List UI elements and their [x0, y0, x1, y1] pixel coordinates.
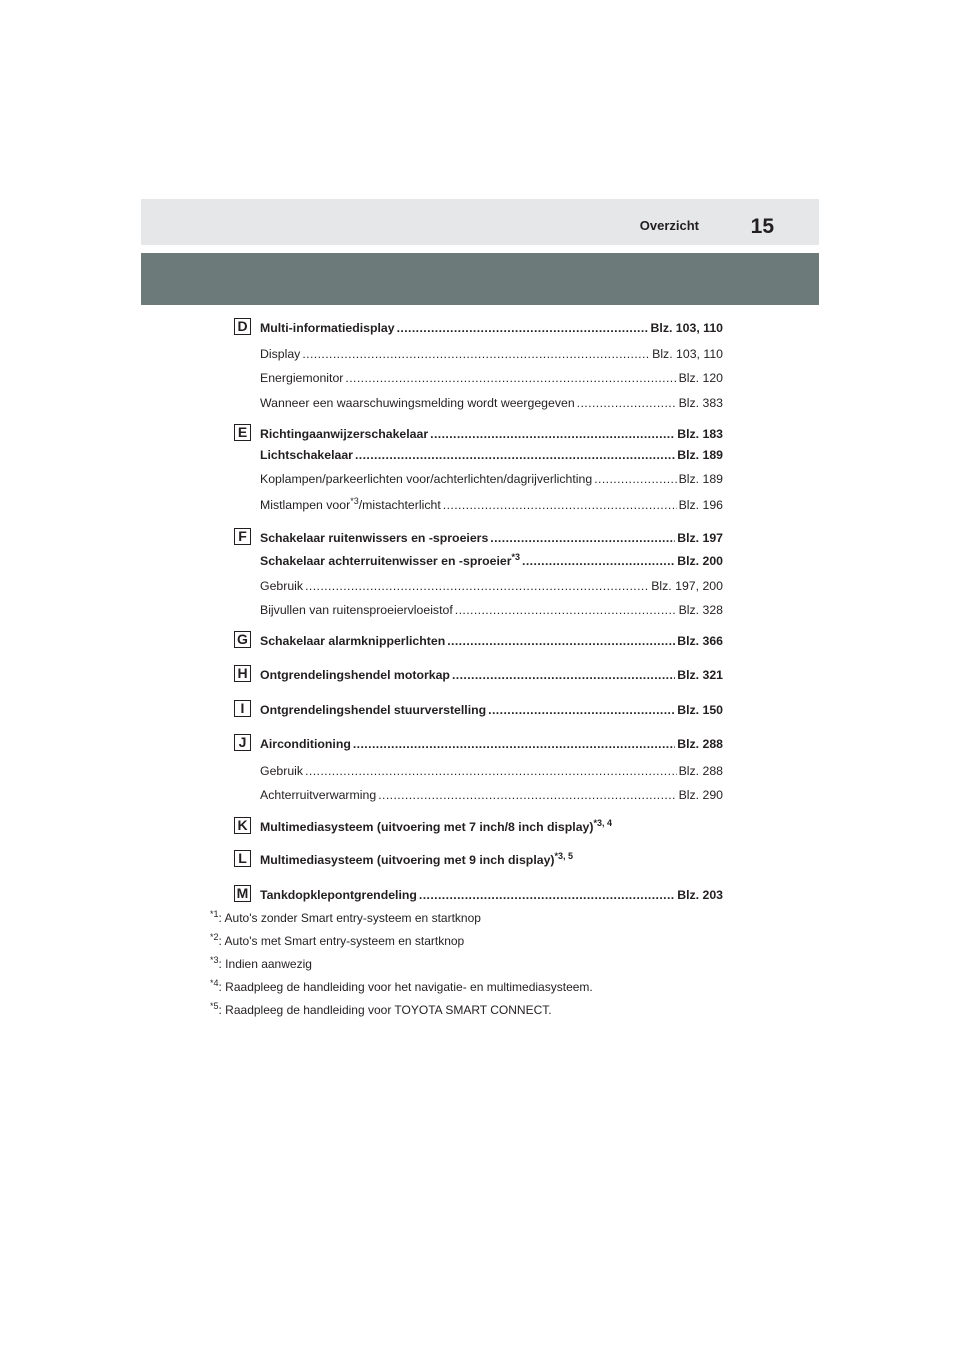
entry-label: Multimediasysteem (uitvoering met 7 inch/8 inch display)$^{*3, 4}$ — [260, 818, 612, 834]
footnote-text: : Raadpleeg de handleiding voor TOYOTA SMART CONNECT. — [218, 1003, 552, 1017]
page-reference: Blz. 120 — [678, 371, 723, 385]
index-entry[interactable] — [260, 666, 723, 682]
page-reference: Blz. 290 — [678, 788, 723, 802]
dot-leader — [345, 371, 676, 385]
section-letter-k: K — [234, 817, 251, 834]
index-entry[interactable] — [260, 446, 723, 462]
footnote-mark: *4 — [210, 978, 219, 988]
index-entry[interactable] — [260, 701, 723, 717]
index-entry[interactable] — [260, 552, 723, 568]
footnote-ref: *3 — [511, 552, 521, 562]
section-letter-h: H — [234, 665, 251, 682]
dot-leader — [305, 764, 677, 778]
page-reference: Blz. 200 — [677, 554, 723, 568]
entry-label: Display — [260, 347, 301, 361]
dot-leader — [305, 579, 649, 593]
section-letter-m: M — [234, 885, 251, 902]
entry-label: Multimediasysteem (uitvoering met 9 inch display)$^{*3, 5}$ — [260, 851, 574, 867]
index-entry[interactable] — [260, 470, 723, 486]
section-letter-l: L — [234, 850, 251, 867]
section-letter-d: D — [234, 318, 251, 335]
page-reference: Blz. 103, 110 — [652, 347, 723, 361]
footnote-text: : Auto's zonder Smart entry-systeem en startknop — [218, 911, 481, 925]
footnote-text: : Auto's met Smart entry-systeem en startknop — [218, 934, 465, 948]
entry-label: Energiemonitor — [260, 371, 344, 385]
index-entry[interactable] — [260, 786, 723, 802]
footnote-mark: *5 — [210, 1001, 219, 1011]
entry-label: Achterruitverwarming — [260, 788, 377, 802]
dot-leader — [447, 634, 675, 648]
page-reference: Blz. 189 — [677, 448, 723, 462]
footnote-mark: *3 — [210, 955, 219, 965]
index-entry[interactable] — [260, 496, 723, 512]
page-reference: Blz. 189 — [678, 472, 723, 486]
entry-label: Richtingaanwijzerschakelaar — [260, 427, 429, 441]
index-entry[interactable] — [260, 601, 723, 617]
dot-leader — [594, 472, 676, 486]
illustration-band — [141, 253, 819, 305]
entry-label: Mistlampen voor$^{*3}$/mistachterlicht — [260, 496, 441, 512]
index-entry[interactable] — [260, 319, 723, 335]
entry-label: Ontgrendelingshendel motorkap — [260, 668, 450, 682]
page-reference: Blz. 203 — [677, 888, 723, 902]
dot-leader — [490, 531, 675, 545]
index-entry[interactable] — [260, 529, 723, 545]
dot-leader — [577, 396, 677, 410]
footnote-ref: *3, 4 — [593, 818, 612, 828]
dot-leader — [430, 427, 675, 441]
page-reference: Blz. 288 — [678, 764, 723, 778]
index-entry[interactable] — [260, 762, 723, 778]
dot-leader — [378, 788, 676, 802]
dot-leader — [443, 498, 677, 512]
index-entry[interactable] — [260, 632, 723, 648]
page-number: 15 — [750, 215, 774, 238]
footnote-text: : Indien aanwezig — [218, 957, 312, 971]
entry-label: Gebruik — [260, 764, 304, 778]
page-reference: Blz. 197 — [677, 531, 723, 545]
dot-leader — [355, 448, 675, 462]
dot-leader — [419, 888, 675, 902]
index-entry[interactable] — [260, 851, 723, 867]
entry-label: Schakelaar alarmknipperlichten — [260, 634, 446, 648]
page-reference: Blz. 366 — [677, 634, 723, 648]
entry-label: Tankdopklepontgrendeling — [260, 888, 417, 902]
section-letter-f: F — [234, 528, 251, 545]
page-reference: Blz. 150 — [677, 703, 723, 717]
footnote-ref: *3 — [350, 496, 359, 506]
footnote — [210, 1003, 552, 1017]
entry-label: Airconditioning — [260, 737, 351, 751]
page-reference: Blz. 328 — [678, 603, 723, 617]
entry-label: Schakelaar achterruitenwisser en -sproeier$^{*3}$ — [260, 552, 521, 568]
page-reference: Blz. 183 — [677, 427, 723, 441]
section-letter-j: J — [234, 734, 251, 751]
page-reference: Blz. 321 — [677, 668, 723, 682]
index-entry[interactable] — [260, 577, 723, 593]
page-reference: Blz. 383 — [678, 396, 723, 410]
section-letter-g: G — [234, 631, 251, 648]
dot-leader — [397, 321, 649, 335]
dot-leader — [353, 737, 675, 751]
index-entry[interactable] — [260, 886, 723, 902]
footnote-mark: *2 — [210, 932, 219, 942]
entry-label: Gebruik — [260, 579, 304, 593]
footnote-mark: *1 — [210, 909, 219, 919]
entry-label: Multi-informatiedisplay — [260, 321, 395, 335]
entry-label: Ontgrendelingshendel stuurverstelling — [260, 703, 487, 717]
dot-leader — [488, 703, 675, 717]
index-entry[interactable] — [260, 369, 723, 385]
dot-leader — [455, 603, 677, 617]
page-reference: Blz. 197, 200 — [651, 579, 723, 593]
section-letter-e: E — [234, 424, 251, 441]
page-header — [141, 199, 819, 245]
index-entry[interactable] — [260, 345, 723, 361]
dot-leader — [452, 668, 675, 682]
index-entry[interactable] — [260, 735, 723, 751]
dot-leader — [522, 554, 675, 568]
section-letter-i: I — [234, 700, 251, 717]
entry-label: Lichtschakelaar — [260, 448, 353, 462]
footnote — [210, 934, 464, 948]
dot-leader — [302, 347, 650, 361]
footnote — [210, 957, 312, 971]
page-reference: Blz. 196 — [678, 498, 723, 512]
entry-label: Wanneer een waarschuwingsmelding wordt weergegeven — [260, 396, 575, 410]
entry-label: Bijvullen van ruitensproeiervloeistof — [260, 603, 453, 617]
page-reference: Blz. 103, 110 — [650, 321, 723, 335]
entry-label: Koplampen/parkeerlichten voor/achterlichten/dagrijverlichting — [260, 472, 593, 486]
index-entry[interactable] — [260, 425, 723, 441]
page-reference: Blz. 288 — [677, 737, 723, 751]
index-entry[interactable] — [260, 818, 723, 834]
footnote — [210, 911, 481, 925]
section-title: Overzicht — [639, 218, 699, 233]
entry-label: Schakelaar ruitenwissers en -sproeiers — [260, 531, 489, 545]
footnote — [210, 980, 593, 994]
footnote-text: : Raadpleeg de handleiding voor het navigatie- en multimediasysteem. — [218, 980, 593, 994]
index-entry[interactable] — [260, 394, 723, 410]
footnote-ref: *3, 5 — [554, 851, 574, 861]
